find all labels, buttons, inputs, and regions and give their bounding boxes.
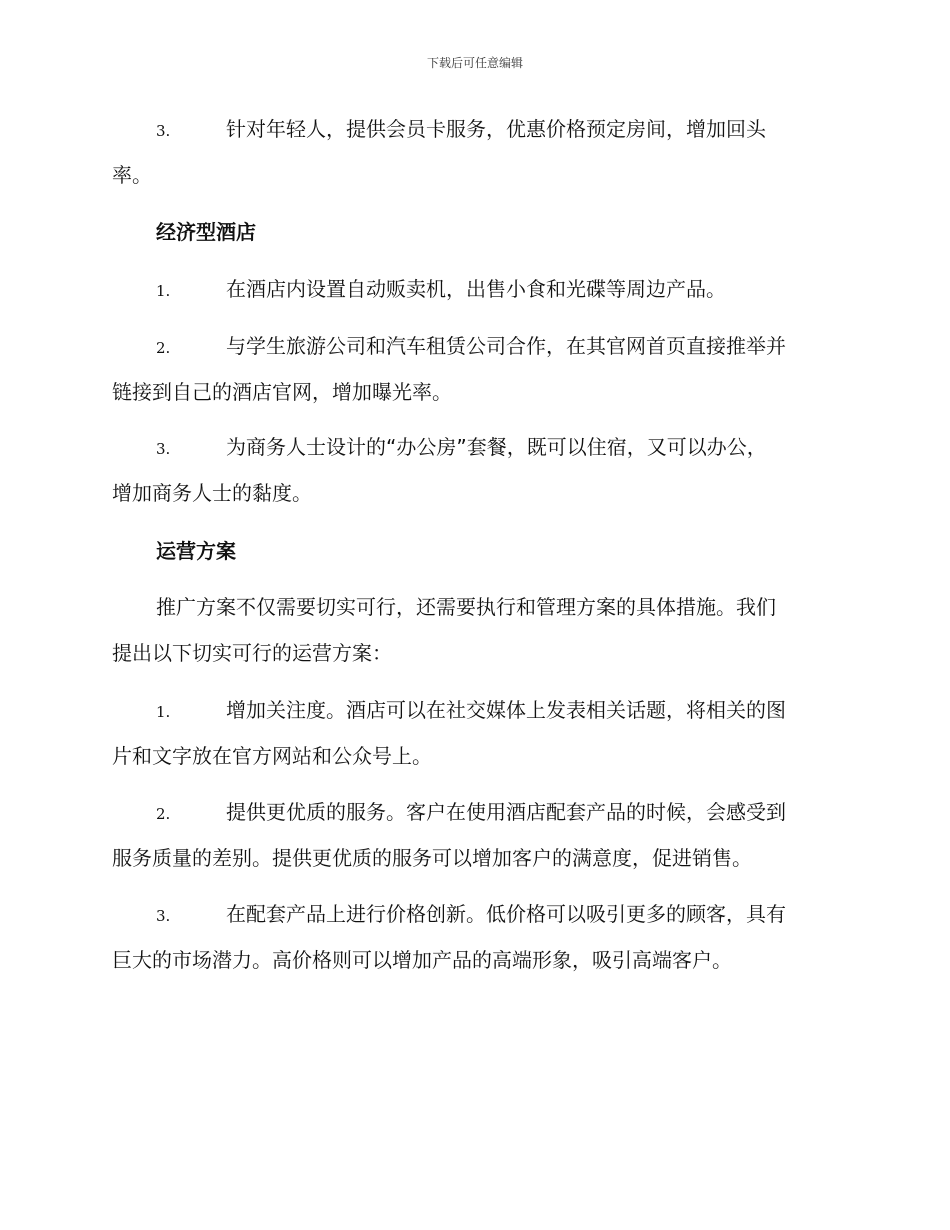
paragraph-text: 推广方案不仅需要切实可行，还需要执行和管理方案的具体措施。我们 bbox=[156, 595, 776, 619]
item-number: 3. bbox=[156, 440, 171, 458]
item-text-cont: 增加商务人士的黏度。 bbox=[112, 481, 312, 505]
item-text-cont: 片和文字放在官方网站和公众号上。 bbox=[112, 744, 432, 768]
item-number: 2. bbox=[156, 805, 171, 823]
item-text: 在酒店内设置自动贩卖机，出售小食和光碟等周边产品。 bbox=[226, 277, 726, 301]
page-header: 下载后可任意编辑 bbox=[426, 56, 523, 70]
list-item bbox=[112, 694, 834, 786]
item-number: 3. bbox=[156, 122, 171, 140]
item-text-cont: 率。 bbox=[112, 163, 152, 187]
item-text: 提供更优质的服务。客户在使用酒店配套产品的时候，会感受到 bbox=[226, 800, 786, 824]
list-item bbox=[112, 796, 834, 888]
item-number: 2. bbox=[156, 339, 171, 357]
list-item bbox=[112, 431, 834, 523]
list-item bbox=[112, 113, 834, 205]
item-text-cont: 服务质量的差别。提供更优质的服务可以增加客户的满意度，促进销售。 bbox=[112, 846, 752, 870]
item-text: 增加关注度。酒店可以在社交媒体上发表相关话题，将相关的图 bbox=[226, 698, 786, 722]
item-number: 1. bbox=[156, 703, 171, 721]
item-text-cont: 巨大的市场潜力。高价格则可以增加产品的高端形象，吸引高端客户。 bbox=[112, 948, 732, 972]
section-heading-operations: 运营方案 bbox=[156, 539, 236, 563]
list-item bbox=[112, 330, 834, 422]
paragraph-text-cont: 提出以下切实可行的运营方案： bbox=[112, 641, 392, 665]
item-text: 在配套产品上进行价格创新。低价格可以吸引更多的顾客，具有 bbox=[226, 902, 786, 926]
item-text: 为商务人士设计的“办公房”套餐，既可以住宿，又可以办公， bbox=[226, 435, 767, 459]
item-number: 1. bbox=[156, 282, 171, 300]
item-text: 与学生旅游公司和汽车租赁公司合作，在其官网首页直接推举并 bbox=[226, 334, 786, 358]
item-text-cont: 链接到自己的酒店官网，增加曝光率。 bbox=[112, 380, 452, 404]
list-item bbox=[112, 898, 834, 990]
paragraph bbox=[112, 591, 834, 683]
section-heading-economy: 经济型酒店 bbox=[156, 220, 256, 244]
item-number: 3. bbox=[156, 907, 171, 925]
item-text: 针对年轻人，提供会员卡服务，优惠价格预定房间，增加回头 bbox=[226, 117, 766, 141]
list-item bbox=[112, 273, 834, 319]
